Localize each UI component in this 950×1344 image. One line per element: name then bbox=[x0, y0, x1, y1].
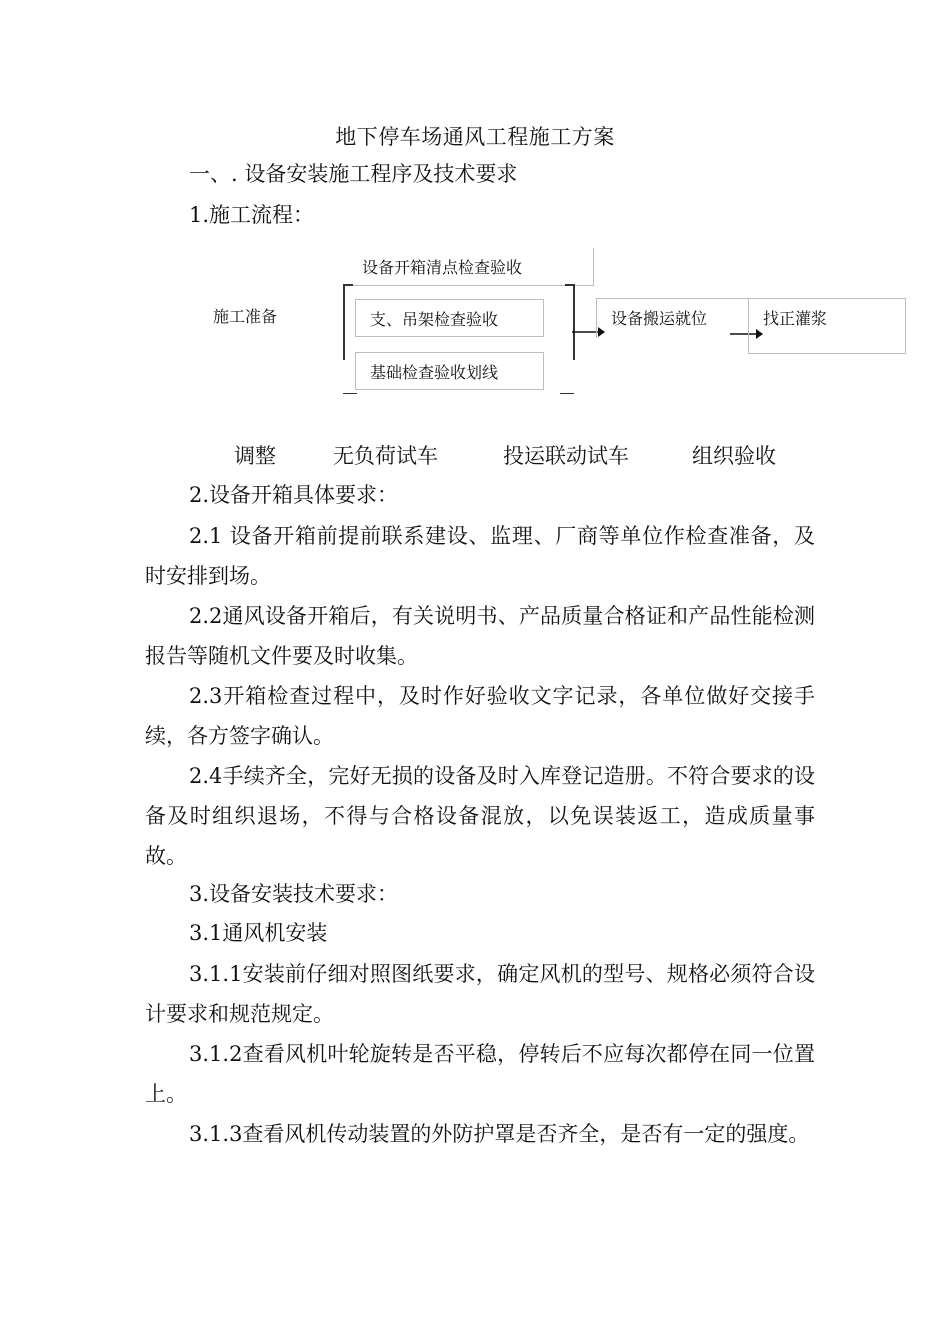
paragraph-3-1-2: 3.1.2查看风机叶轮旋转是否平稳，停转后不应每次都停在同一位置上。 bbox=[145, 1042, 815, 1106]
prep-label: 施工准备 bbox=[213, 307, 278, 326]
section-heading-3: 3.设备安装技术要求： bbox=[189, 882, 399, 906]
document-title: 地下停车场通风工程施工方案 bbox=[335, 125, 615, 149]
paragraph-3-1-1: 3.1.1安装前仔细对照图纸要求，确定风机的型号、规格必须符合设计要求和规范规定。 bbox=[145, 962, 815, 1026]
bracket-foot-right bbox=[560, 393, 574, 394]
flow-box-move-in-place: 设备搬运就位 bbox=[596, 298, 748, 338]
section-heading-3-1: 3.1通风机安装 bbox=[189, 921, 328, 945]
left-bracket bbox=[343, 284, 353, 360]
paragraph-3-1-3: 3.1.3查看风机传动装置的外防护罩是否齐全，是否有一定的强度。 bbox=[189, 1122, 810, 1146]
paragraph-2-2: 2.2通风设备开箱后，有关说明书、产品质量合格证和产品性能检测报告等随机文件要及时收集。 bbox=[145, 604, 815, 668]
flow-heading: 1.施工流程： bbox=[189, 203, 315, 227]
flow-box-foundation-inspect: 基础检查验收划线 bbox=[355, 352, 544, 390]
flow-box-support-inspect: 支、吊架检查验收 bbox=[355, 299, 544, 337]
paragraph-2-3: 2.3开箱检查过程中，及时作好验收文字记录，各单位做好交接手续，各方签字确认。 bbox=[145, 684, 815, 748]
flow-box-align-grout: 找正灌浆 bbox=[748, 298, 906, 354]
flow-box-unpack-inspect: 设备开箱清点检查验收 bbox=[348, 248, 594, 286]
section-heading-2: 2.设备开箱具体要求： bbox=[189, 483, 399, 507]
flow-step-1: 调整 bbox=[234, 444, 276, 468]
section-heading-1: 一、. 设备安装施工程序及技术要求 bbox=[189, 162, 518, 186]
paragraph-2-1: 2.1 设备开箱前提前联系建设、监理、厂商等单位作检查准备，及时安排到场。 bbox=[145, 524, 815, 588]
flow-step-2: 无负荷试车 bbox=[333, 444, 438, 468]
flow-step-3: 投运联动试车 bbox=[503, 444, 629, 468]
paragraph-2-4: 2.4手续齐全，完好无损的设备及时入库登记造册。不符合要求的设备及时组织退场，不得与合格设备混放，以免误装返工，造成质量事故。 bbox=[145, 764, 815, 868]
flow-step-4: 组织验收 bbox=[692, 444, 776, 468]
bracket-foot-left bbox=[343, 393, 357, 394]
